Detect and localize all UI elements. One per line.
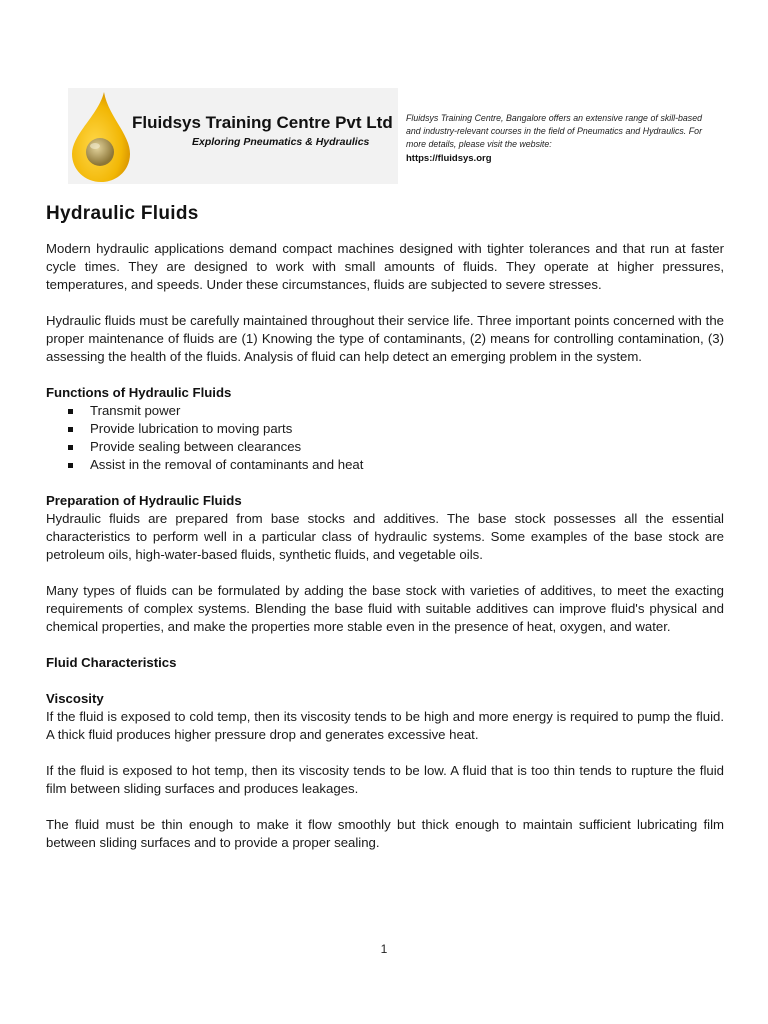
- preparation-paragraph-1: Hydraulic fluids are prepared from base stocks and additives. The base stock possesses all the essential characteristics to perform well in a particular class of hydraulic systems. Some examples of the base stock are petroleum oils, high-water-based fluids, synthetic fluids, and vegetable oils.: [46, 511, 724, 562]
- list-item: Transmit power: [46, 402, 724, 420]
- viscosity-heading: Viscosity: [46, 691, 104, 706]
- document-body: [46, 200, 724, 852]
- viscosity-paragraph-2: If the fluid is exposed to hot temp, then its viscosity tends to be low. A fluid that is too thin tends to rupture the fluid film between sliding surfaces and produces leakages.: [46, 763, 724, 796]
- intro-paragraph-1: Modern hydraulic applications demand compact machines designed with tighter tolerances and that run at faster cycle times. They are designed to work with small amounts of fluids. They operate at higher pressures, temperatures, and speeds. Under these circumstances, fluids are subjected to severe stresses.: [46, 241, 724, 292]
- characteristics-heading: Fluid Characteristics: [46, 655, 177, 670]
- page-title: Hydraulic Fluids: [46, 203, 199, 224]
- viscosity-paragraph-3: The fluid must be thin enough to make it flow smoothly but thick enough to maintain sufficient lubricating film between sliding surfaces and to provide a proper sealing.: [46, 817, 724, 850]
- bullet-icon: [68, 463, 73, 468]
- bullet-icon: [68, 409, 73, 414]
- bullet-icon: [68, 427, 73, 432]
- header-description: Fluidsys Training Centre, Bangalore offers an extensive range of skill-based and industry-relevant courses in the field of Pneumatics and Hydraulics. For more details, please visit the website:: [406, 113, 702, 149]
- company-logo: [68, 88, 398, 184]
- functions-heading: Functions of Hydraulic Fluids: [46, 385, 232, 400]
- logo-tagline: Exploring Pneumatics & Hydraulics: [192, 136, 370, 148]
- functions-list: [46, 402, 724, 474]
- list-item: Provide sealing between clearances: [46, 438, 724, 456]
- website-link[interactable]: https://fluidsys.org: [406, 153, 492, 164]
- oil-drop-icon: [68, 88, 138, 184]
- page-number: 1: [380, 942, 388, 956]
- page-header: [68, 88, 708, 184]
- bullet-icon: [68, 445, 73, 450]
- preparation-paragraph-2: Many types of fluids can be formulated by adding the base stock with varieties of additives, to meet the exacting requirements of complex systems. Blending the base fluid with suitable additives can improve fluid's physical and chemical properties, and make the properties more stable even in the presence of heat, oxygen, and water.: [46, 583, 724, 634]
- intro-paragraph-2: Hydraulic fluids must be carefully maintained throughout their service life. Three important points concerned with the proper maintenance of fluids are (1) Knowing the type of contaminants, (2) means for controlling contamination, (3) assessing the health of the fluids. Analysis of fluid can help detect an emerging problem in the system.: [46, 313, 724, 364]
- logo-company-name: Fluidsys Training Centre Pvt Ltd: [132, 113, 393, 132]
- list-item: Provide lubrication to moving parts: [46, 420, 724, 438]
- viscosity-paragraph-1: If the fluid is exposed to cold temp, then its viscosity tends to be high and more energy is required to pump the fluid. A thick fluid produces higher pressure drop and generates excessive heat.: [46, 709, 724, 742]
- list-item: Assist in the removal of contaminants and heat: [46, 456, 724, 474]
- preparation-heading: Preparation of Hydraulic Fluids: [46, 493, 242, 508]
